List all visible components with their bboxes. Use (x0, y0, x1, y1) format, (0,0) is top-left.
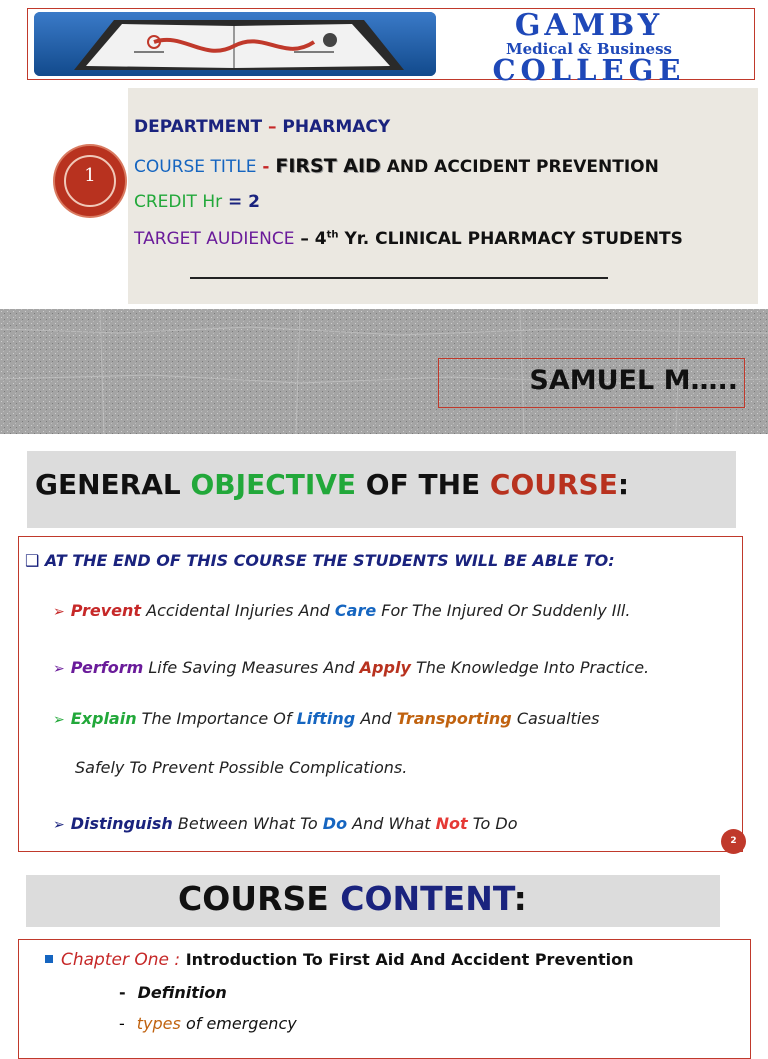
objectives-intro: ❑ AT THE END OF THIS COURSE THE STUDENTS WILL BE ABLE TO: (25, 551, 615, 570)
slide-number: 1 (84, 165, 96, 186)
arrow-bullet-icon: ➢ (53, 661, 65, 677)
objective-item-3-continued: Safely To Prevent Possible Complications. (75, 758, 408, 777)
college-name-line2: Medical & Business (506, 40, 672, 58)
divider-line (190, 277, 608, 279)
target-audience-line: TARGET AUDIENCE – 4th Yr. CLINICAL PHARMACY STUDENTS (134, 229, 683, 249)
arrow-bullet-icon: ➢ (53, 604, 65, 620)
objective-heading: GENERAL OBJECTIVE OF THE COURSE: (35, 468, 630, 501)
objectives-box (18, 536, 743, 852)
author-name: SAMUEL M….. (529, 365, 738, 396)
objective-heading-box (27, 451, 736, 528)
arrow-bullet-icon: ➢ (53, 712, 65, 728)
credit-line: CREDIT Hr = 2 (134, 192, 261, 212)
objective-item-3: ➢ Explain The Importance Of Lifting And Transporting Casualties (53, 709, 600, 728)
college-header (27, 8, 755, 87)
author-box (438, 358, 745, 408)
slide-number-badge (55, 146, 125, 216)
college-name (424, 8, 754, 87)
college-name-line3: COLLEGE (492, 53, 686, 87)
objective-item-4: ➢ Distinguish Between What To Do And What Not To Do (53, 814, 518, 833)
content-box (18, 939, 751, 1059)
course-title-line: COURSE TITLE - FIRST AID AND ACCIDENT PREVENTION (134, 155, 659, 177)
page-number-badge: 2 (721, 829, 746, 854)
content-heading: COURSE CONTENT: (178, 879, 527, 918)
subtopic-types: - types of emergency (119, 1014, 297, 1033)
content-heading-box (26, 875, 720, 927)
department-line: DEPARTMENT – PHARMACY (134, 117, 391, 137)
square-bullet-icon (45, 955, 53, 963)
subtopic-definition: - Definition (119, 983, 227, 1002)
chapter-one-line: Chapter One : Introduction To First Aid And Accident Prevention (45, 950, 633, 970)
arrow-bullet-icon: ➢ (53, 817, 65, 833)
college-logo-image (34, 12, 436, 76)
objective-item-1: ➢ Prevent Accidental Injuries And Care For The Injured Or Suddenly Ill. (53, 601, 631, 620)
objective-item-2: ➢ Perform Life Saving Measures And Apply The Knowledge Into Practice. (53, 658, 650, 677)
college-name-line1: GAMBY (514, 8, 664, 43)
